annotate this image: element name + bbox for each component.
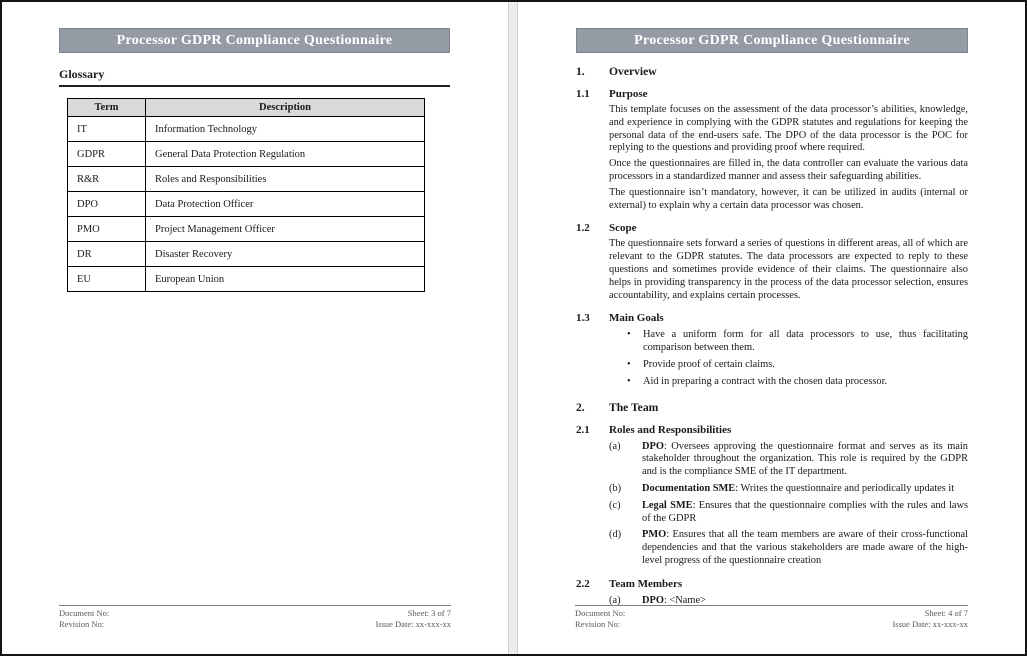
footer-right: [892, 608, 968, 629]
bullet-text: Provide proof of certain claims.: [643, 358, 775, 370]
list-marker: (b): [609, 482, 622, 494]
page-footer: [59, 605, 451, 629]
section-number: 1.1: [576, 88, 590, 100]
page-sheet-4: [518, 2, 1025, 654]
section-number: 1.2: [576, 222, 590, 235]
description-cell: Disaster Recovery: [146, 242, 425, 267]
table-header-row: [68, 99, 425, 117]
section-heading-the-team: [576, 401, 968, 414]
footer-left: [59, 608, 109, 629]
section-heading-scope: [576, 222, 968, 235]
section-number: 1.3: [576, 312, 590, 325]
bullet-item: [627, 329, 968, 355]
role-name: DPO: [642, 440, 664, 452]
footer-right: [375, 608, 451, 629]
sheet-number: Sheet: 3 of 7: [407, 608, 451, 618]
list-text: [642, 500, 968, 526]
description-cell: Information Technology: [146, 117, 425, 142]
bullet-item: [627, 359, 968, 372]
lettered-list-item: [609, 483, 968, 496]
role-name: DPO: [642, 594, 664, 606]
section-title: Roles and Responsibilities: [609, 423, 732, 436]
role-description: : Oversees approving the questionnaire format and serves as its main stakeholder throughout the organization. This role is required by the GDPR and is the compliance SME of the IT department.: [642, 440, 968, 478]
section-title: Scope: [609, 222, 637, 235]
section-title: Purpose: [609, 88, 648, 100]
body-paragraph: This template focuses on the assessment of the data processor’s abilities, knowledge, and experience in complying with the GDPR statutes and regulations for keeping the personal data of the end-users safe. The DPO of the data processor is the POC for replying to the questions and providing proof where required.: [609, 104, 968, 154]
revision-no-label: Revision No:: [59, 618, 105, 629]
section-number: 1.: [576, 65, 585, 78]
body-paragraph: The questionnaire sets forward a series of questions in different areas, all of which are relevant to the GDPR statutes. The data processors are expected to reply to these questions and sometimes provide evidence of their claims. The questionnaire also helps in providing transparency in the process of the data processor selection, ensures accountability, and explains certain processes.: [609, 238, 968, 301]
role-name: Legal SME: [642, 499, 693, 511]
description-cell: Project Management Officer: [146, 217, 425, 242]
term-cell: R&R: [68, 167, 146, 192]
revision-no-label: Revision No:: [575, 618, 621, 629]
lettered-list-item: [609, 441, 968, 479]
section-title: Team Members: [609, 577, 683, 590]
sheet-number: Sheet: 4 of 7: [924, 608, 968, 618]
document-title: Processor GDPR Compliance Questionnaire: [116, 33, 393, 48]
role-description: : Writes the questionnaire and periodically updates it: [735, 482, 955, 494]
bullet-icon: [627, 376, 643, 389]
term-cell: IT: [68, 117, 146, 142]
column-header-description: Description: [146, 99, 425, 117]
section-heading-team-members: [576, 578, 968, 591]
section-heading-roles-responsibilities: [576, 424, 968, 437]
section-title: Overview: [609, 65, 657, 78]
section-number: 2.2: [576, 577, 590, 590]
lettered-list-item: [609, 529, 968, 567]
title-banner: [576, 28, 968, 53]
list-marker: (a): [609, 440, 621, 452]
description-cell: Roles and Responsibilities: [146, 167, 425, 192]
list-marker: (a): [609, 594, 621, 606]
description-cell: Data Protection Officer: [146, 192, 425, 217]
table-row: [68, 167, 425, 192]
table-row: [68, 217, 425, 242]
term-cell: EU: [68, 267, 146, 292]
column-header-term: Term: [68, 99, 146, 117]
role-name: PMO: [642, 529, 667, 541]
glossary-table: [67, 98, 425, 292]
issue-date: Issue Date: xx-xxx-xx: [375, 618, 451, 629]
bullet-icon: [627, 329, 643, 355]
section-number: 2.: [576, 400, 585, 414]
bullet-text: Have a uniform form for all data processors to use, thus facilitating comparison between them.: [643, 329, 968, 354]
section-title: The Team: [609, 400, 659, 414]
bullet-icon: [627, 359, 643, 372]
term-cell: DPO: [68, 192, 146, 217]
document-title: Processor GDPR Compliance Questionnaire: [634, 33, 910, 48]
list-text: [642, 529, 968, 567]
role-description: : Ensures that the questionnaire complies with the rules and laws of the GDPR: [642, 499, 968, 524]
lettered-list-item: [609, 500, 968, 526]
section-heading-purpose: [576, 88, 968, 101]
table-row: [68, 267, 425, 292]
body-paragraph: Once the questionnaires are filled in, the data controller can evaluate the various data processors in a standardized manner and assess their safeguarding abilities.: [609, 158, 968, 182]
body-paragraph: The questionnaire isn’t mandatory, however, it can be utilized in audits (internal or external) to explain why a certain data processor was chosen.: [609, 186, 968, 211]
title-banner: [59, 28, 450, 53]
document-no-label: Document No:: [575, 608, 626, 618]
list-text: [642, 483, 968, 496]
description-cell: General Data Protection Regulation: [146, 142, 425, 167]
bullet-text: Aid in preparing a contract with the chosen data processor.: [643, 375, 888, 387]
role-description: : Ensures that all the team members are aware of their cross-functional dependencies and that the various stakeholders are made aware of the high-level progress of the questionnaire creation: [642, 529, 968, 566]
section-title: Main Goals: [609, 312, 664, 325]
glossary-heading: Glossary: [59, 67, 450, 87]
page-gap: [508, 2, 518, 654]
list-marker: (d): [609, 529, 622, 541]
role-description: : <Name>: [663, 594, 706, 606]
issue-date: Issue Date: xx-xxx-xx: [892, 618, 968, 629]
page-footer: [575, 605, 968, 629]
table-row: [68, 192, 425, 217]
table-row: [68, 242, 425, 267]
section-number: 2.1: [576, 423, 590, 436]
table-row: [68, 117, 425, 142]
section-heading-main-goals: [576, 312, 968, 325]
list-marker: (c): [609, 499, 621, 511]
list-text: [642, 441, 968, 479]
term-cell: PMO: [68, 217, 146, 242]
bullet-item: [627, 376, 968, 389]
term-cell: DR: [68, 242, 146, 267]
table-row: [68, 142, 425, 167]
footer-left: [575, 608, 625, 629]
page-sheet-3: [2, 2, 508, 654]
role-name: Documentation SME: [642, 482, 736, 494]
document-no-label: Document No:: [59, 608, 110, 618]
section-heading-overview: [576, 65, 968, 78]
description-cell: European Union: [146, 267, 425, 292]
term-cell: GDPR: [68, 142, 146, 167]
